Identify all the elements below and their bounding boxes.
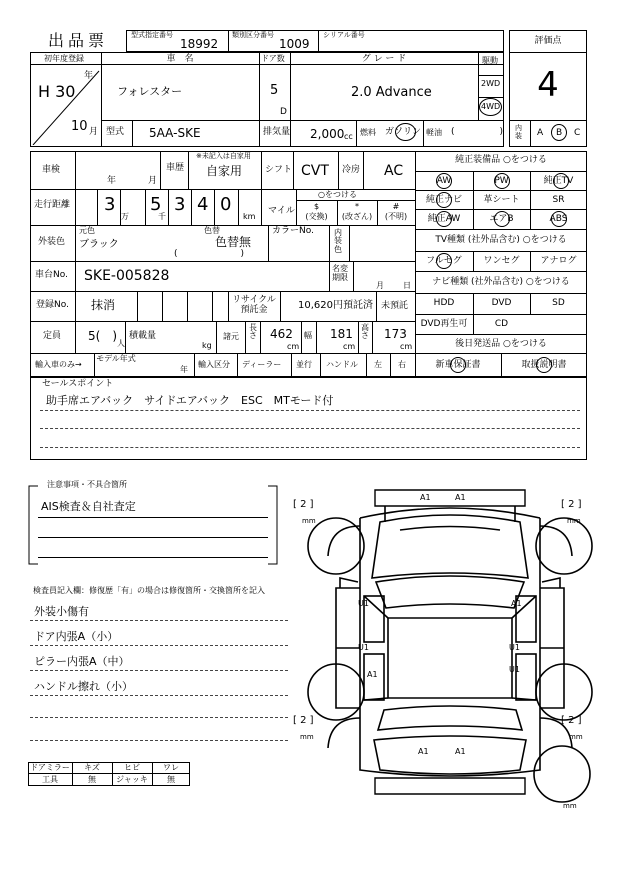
genuine-header: 純正装備品 ○をつける [455,155,547,165]
length-value: 462 [270,327,293,341]
tire-rear-left: [ 2 ] [293,715,314,726]
name-change-label: 名変期限 [332,264,348,282]
nav-hdd: HDD [433,298,455,308]
color-label: 外装色 [38,237,66,247]
equip-aw-circle [436,173,452,189]
equip-navi-circle [436,192,452,208]
spare-tire-circle [534,746,590,802]
mileage-sen: 千 [158,212,166,221]
model-year-label: モデル年式 [96,354,136,363]
tire-front-right: [ 2 ] [561,499,582,510]
damage-line-3: ピラー内張A（中） [34,655,130,668]
tire-rear-right-unit: mm [569,733,583,741]
capacity-value: 5( ) [88,329,118,343]
import-dealer: ディーラー [242,360,282,369]
length-unit: cm [287,342,300,351]
width-value: 181 [330,327,353,341]
mile-opt-tampered: * (改ざん) [341,202,373,221]
import-left: 左 [374,360,382,369]
import-handle: ハンドル [326,360,358,369]
first-reg-month: 10 [71,119,88,134]
use-label: 車歴 [166,163,185,173]
first-reg-year-unit: 年 [84,71,94,81]
mark-rear-bumper-left: A1 [418,747,429,756]
grade-value: 2.0 Advance [351,85,432,100]
mileage-digit-5: 0 [220,194,232,215]
ac-label: 冷房 [342,165,361,175]
first-reg-month-unit: 月 [89,127,99,137]
import-right: 右 [398,360,406,369]
reg-value: 抹消 [91,298,116,312]
equip-leather: 革シート [483,195,520,205]
missing-tools: 工具 [42,775,58,784]
inspector-note: 検査員記入欄：修復歴「有」の場合は修復箇所・交換箇所を記入 [33,586,265,595]
height-label: 高さ [361,323,369,341]
tire-front-left-unit: mm [302,517,316,525]
reg-label: 登録No. [36,300,69,310]
missing-break: ワレ [163,763,179,772]
shift-value: CVT [301,163,329,179]
equip-aw: AW [436,176,452,186]
equip-sr: SR [552,195,565,205]
equip-airbag-circle [494,211,510,227]
model-year-unit: 年 [180,365,188,374]
displacement-label: 排気量 [263,127,291,137]
damage-line-4: ハンドル擦れ（小） [34,680,133,693]
equip-pw: PW [494,176,509,186]
page-title: 出品票 [48,31,109,50]
equip-abs: ABS [549,214,568,224]
nav-sd: SD [552,298,565,308]
shift-label: シフト [265,165,293,175]
car-diagram [300,478,600,808]
missing-scratch: キズ [84,763,100,772]
car-name-label: 車 名 [166,54,194,64]
mark-front-door-right: U1 [509,643,520,652]
damage-line-2: ドア内張A（小） [34,630,119,643]
color-change-label: 色替 [204,226,220,235]
load-unit: kg [202,341,212,350]
mileage-mark-note: ○をつける [318,190,357,199]
tire-rear-left-unit: mm [300,733,314,741]
diesel-label: 軽油 [426,128,442,137]
mile-opt-exchange: $ (交換) [305,202,328,221]
doors-value: 5 [270,83,279,98]
inspection-year-unit: 年 [107,176,117,186]
later-manual-circle [536,357,552,373]
dims-label: 諸元 [223,332,239,341]
fuel-label: 燃料 [360,128,376,137]
interior-b-circle [551,124,567,141]
doors-sub: D [280,107,287,117]
tire-front-left: [ 2 ] [293,499,314,510]
width-label: 幅 [304,331,312,340]
import-label: 輸入車のみ→ [35,360,82,369]
fuel-gasoline: ガソリン [385,127,422,137]
recycle-label: リサイクル預託金 [232,295,276,316]
orig-color-label: 元色 [79,226,95,235]
spare-tire-unit: mm [563,802,577,810]
type-value: 5AA-SKE [149,126,201,140]
displacement-unit: cc [344,132,353,141]
sales-label: セールスポイント [42,379,114,389]
interior-b: B [556,128,563,138]
frame-value: SKE-005828 [84,268,170,284]
interior-grade-label: 内装 [515,124,522,140]
mark-rear-fender-left: A1 [367,670,378,679]
interior-a: A [537,128,544,138]
recycle-unpaid: 未預託 [381,301,409,311]
later-warranty-circle [450,357,466,373]
fuel-other: ( ) [451,127,504,137]
name-change-day: 日 [403,281,411,290]
displacement-value: 2,000 [310,127,345,141]
mileage-digit-1: 3 [104,194,116,215]
nav-dvd: DVD [491,298,512,308]
import-parallel: 並行 [296,360,312,369]
tire-rear-right: [ 2 ] [561,715,582,726]
orig-color-value: ブラック [79,239,119,250]
class-no-value: 1009 [279,37,310,51]
color-no-label: カラーNo. [272,226,314,236]
nav-cd: CD [494,319,509,329]
later-warranty: 新車保証書 [435,360,481,370]
first-reg-label: 初年度登録 [44,54,84,63]
interior-color-label: 内装色 [334,228,342,254]
serial-label: シリアル番号 [323,31,365,39]
sales-text: 助手席エアバック サイドエアバック ESC MTモード付 [46,394,334,407]
tv-oneseg: ワンセグ [483,256,520,266]
equip-airbag: エアB [489,214,514,224]
mileage-man: 万 [121,212,129,221]
inspection-label: 車検 [42,165,61,175]
mileage-km: km [243,212,256,221]
grade-label: グ レ ー ド [361,54,407,64]
drive-label: 駆動 [482,56,498,65]
fuel-gasoline-circle [395,123,416,141]
missing-jack-value: 無 [167,775,175,784]
missing-mirror: ドアミラー [30,763,70,772]
notes-text: AIS検査＆自社査定 [41,500,136,513]
capacity-label: 定員 [43,331,62,341]
mileage-digit-4: 4 [197,194,209,215]
model-spec-value: 18992 [180,37,219,51]
later-header: 後日発送品 ○をつける [455,339,547,349]
capacity-unit: 人 [117,339,125,348]
equip-genuine-aw: 純正AW [427,214,461,224]
car-name-value: フォレスター [117,85,183,98]
mark-front-bumper-right: A1 [455,493,466,502]
name-change-month: 月 [376,281,384,290]
use-value: 自家用 [206,164,243,178]
mile-label: マイル [268,206,295,216]
doors-label: ドア数 [261,54,285,63]
model-spec-label: 型式指定番号 [131,31,173,39]
tire-front-right-unit: mm [567,517,581,525]
height-value: 173 [384,327,407,341]
inspection-month-unit: 月 [148,176,158,186]
drive-4wd: 4WD [481,102,501,111]
first-reg-era: H 30 [38,82,76,101]
color-change-paren: ( ) [174,249,245,259]
mark-rear-door-right: U1 [509,665,520,674]
tv-analog: アナログ [540,256,577,266]
mileage-digit-2: 5 [150,194,162,215]
recycle-value: 10,620円預託済 [298,300,373,311]
nav-dvd-play: DVD再生可 [420,319,468,329]
equip-tv-circle [553,173,569,189]
tire-front-left-circle [308,518,364,574]
missing-crack: ヒビ [124,763,140,772]
type-label: 型式 [106,127,125,137]
tv-fullseg-circle [436,253,452,269]
class-no-label: 類別区分番号 [232,31,274,39]
equip-tv: 純正TV [543,176,574,186]
mark-rear-bumper-right: A1 [455,747,466,756]
equip-pw-circle [494,173,510,189]
mark-rear-door-left: U1 [358,643,369,652]
missing-tools-value: 無 [88,775,96,784]
use-note: ※未記入は自家用 [196,152,251,160]
drive-2wd: 2WD [481,79,501,88]
notes-label: 注意事項・不具合箇所 [47,480,127,489]
frame-label: 車台No. [35,270,68,280]
interior-c: C [574,128,581,138]
notes-frame [28,485,278,565]
mark-front-fender-right: A1 [511,599,522,608]
height-unit: cm [400,342,413,351]
equip-genuine-aw-circle [436,211,452,227]
tv-fullseg: フルセグ [426,256,462,266]
equip-navi: 純正ナビ [425,195,462,205]
width-unit: cm [343,342,356,351]
import-class-label: 輸入区分 [198,360,230,369]
tv-header: TV種類 (社外品含む) ○をつける [435,235,567,245]
ac-value: AC [384,163,404,179]
missing-jack: ジャッキ [116,775,148,784]
mile-opt-unknown: # (不明) [384,202,408,221]
later-manual: 取扱説明書 [521,360,567,370]
equip-abs-circle [551,211,567,227]
mark-front-door-left: U1 [358,599,369,608]
tire-front-right-circle [536,518,592,574]
damage-line-1: 外装小傷有 [34,605,89,618]
drive-4wd-circle [479,98,502,116]
grade-score-label: 評価点 [534,36,562,46]
mark-front-bumper-left: A1 [420,493,431,502]
mileage-label: 走行距離 [34,200,71,210]
color-change-value: 色替無 [215,235,252,249]
load-label: 積載量 [129,331,157,341]
length-label: 長さ [249,323,257,341]
mileage-digit-3: 3 [174,194,186,215]
nav-header: ナビ種類 (社外品含む) ○をつける [432,277,570,287]
grade-score-value: 4 [537,65,559,105]
